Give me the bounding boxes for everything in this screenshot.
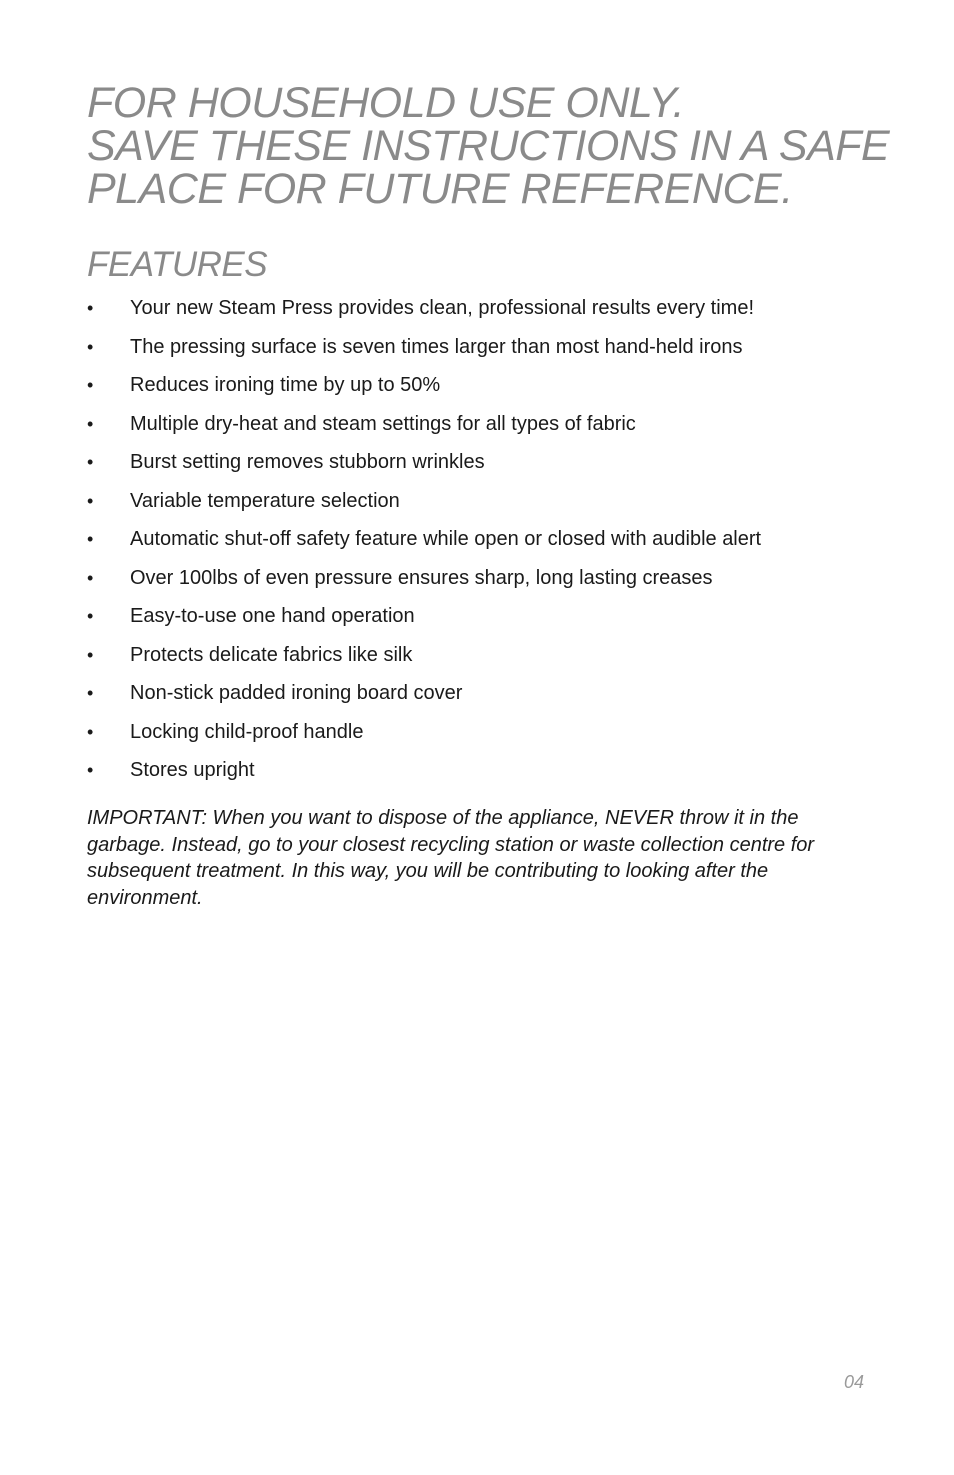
bullet-icon: • <box>87 452 94 472</box>
feature-item <box>87 522 877 561</box>
bullet-icon: • <box>87 529 94 549</box>
feature-text: Over 100lbs of even pressure ensures sharp, long lasting creases <box>130 566 713 589</box>
feature-text: Multiple dry-heat and steam settings for all types of fabric <box>130 412 636 435</box>
feature-item <box>87 407 877 446</box>
feature-text: Reduces ironing time by up to 50% <box>130 374 441 396</box>
feature-text: Stores upright <box>130 759 255 781</box>
bullet-icon: • <box>87 760 94 780</box>
manual-page <box>87 0 890 1475</box>
important-disposal-note: IMPORTANT: When you want to dispose of the appliance, NEVER throw it in the garbage. Instead, go to your closest recycling station or waste collection centre for subsequent treatment. In this way, you will be contributing to looking after the environment. <box>87 807 815 909</box>
feature-item <box>87 484 877 523</box>
feature-item <box>87 445 877 484</box>
header-line-future-reference: PLACE FOR FUTURE REFERENCE. <box>87 165 793 213</box>
bullet-icon: • <box>87 336 94 357</box>
feature-item <box>87 753 877 792</box>
feature-item <box>87 291 877 330</box>
bullet-icon: • <box>87 721 94 742</box>
feature-text: The pressing surface is seven times larger than most hand-held irons <box>130 335 743 358</box>
feature-item <box>87 599 877 638</box>
feature-item <box>87 368 877 407</box>
bullet-icon: • <box>87 298 94 318</box>
bullet-icon: • <box>87 375 94 395</box>
bullet-icon: • <box>87 606 94 626</box>
features-list <box>87 291 877 792</box>
feature-text: Locking child-proof handle <box>130 720 364 743</box>
feature-item <box>87 715 877 754</box>
feature-text: Protects delicate fabrics like silk <box>130 643 413 666</box>
header-line-household-use: FOR HOUSEHOLD USE ONLY. <box>87 79 685 127</box>
feature-text: Non-stick padded ironing board cover <box>130 682 463 704</box>
bullet-icon: • <box>87 644 94 665</box>
page-number: 04 <box>844 1372 865 1392</box>
bullet-icon: • <box>87 490 94 511</box>
feature-text: Easy-to-use one hand operation <box>130 605 415 627</box>
feature-text: Burst setting removes stubborn wrinkles <box>130 451 485 473</box>
feature-text: Automatic shut-off safety feature while open or closed with audible alert <box>130 528 762 550</box>
bullet-icon: • <box>87 413 94 434</box>
feature-text: Your new Steam Press provides clean, professional results every time! <box>130 297 754 319</box>
feature-item <box>87 561 877 600</box>
bullet-icon: • <box>87 567 94 588</box>
feature-item <box>87 676 877 715</box>
feature-item <box>87 330 877 369</box>
features-title: FEATURES <box>87 245 268 284</box>
safety-header <box>87 79 890 213</box>
feature-item <box>87 638 877 677</box>
feature-text: Variable temperature selection <box>130 489 400 512</box>
bullet-icon: • <box>87 683 94 703</box>
header-line-save-instructions: SAVE THESE INSTRUCTIONS IN A SAFE <box>87 122 890 170</box>
